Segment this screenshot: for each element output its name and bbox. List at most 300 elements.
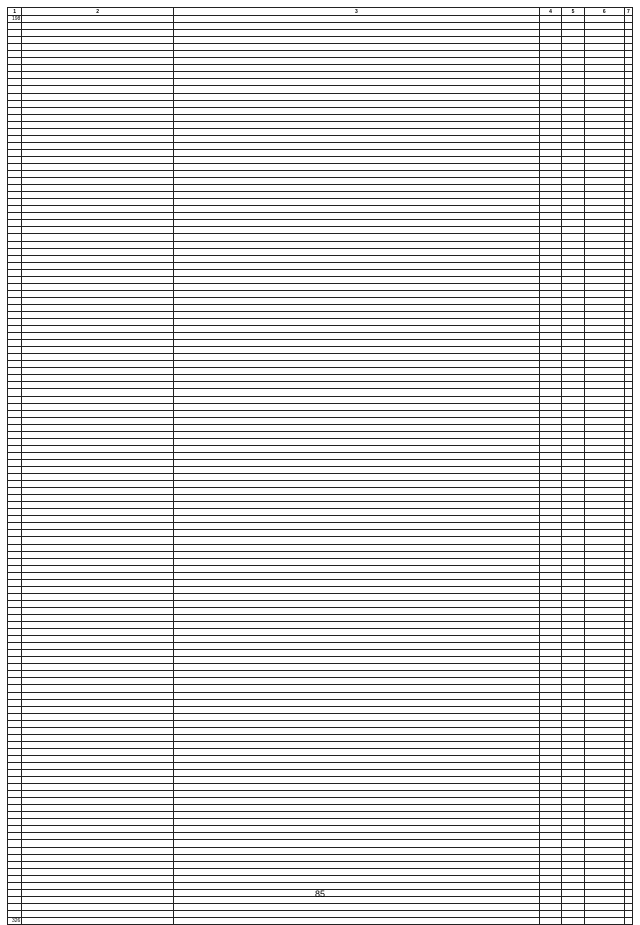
table-cell [584, 903, 624, 910]
table-cell [22, 868, 174, 875]
table-cell [8, 171, 22, 178]
table-row [8, 114, 633, 121]
table-cell [8, 516, 22, 523]
table-cell [539, 149, 562, 156]
table-cell [8, 128, 22, 135]
table-row [8, 65, 633, 72]
table-cell [8, 333, 22, 340]
table-row [8, 692, 633, 699]
table-cell [562, 16, 585, 23]
table-cell [624, 565, 632, 572]
table-cell [624, 826, 632, 833]
table-cell [539, 417, 562, 424]
table-cell [584, 107, 624, 114]
table-cell [8, 467, 22, 474]
table-cell [8, 199, 22, 206]
table-cell [22, 30, 174, 37]
table-cell [8, 30, 22, 37]
table-cell [8, 530, 22, 537]
table-cell [584, 128, 624, 135]
table-cell [624, 220, 632, 227]
table-row [8, 431, 633, 438]
table-cell [173, 311, 539, 318]
table-cell [562, 826, 585, 833]
table-cell [584, 558, 624, 565]
table-cell [624, 424, 632, 431]
table-cell [8, 622, 22, 629]
table-cell [173, 389, 539, 396]
table-cell [539, 290, 562, 297]
table-row [8, 121, 633, 128]
table-row [8, 417, 633, 424]
table-cell [22, 234, 174, 241]
table-cell [584, 516, 624, 523]
table-cell [173, 86, 539, 93]
table-cell [624, 16, 632, 23]
table-row [8, 156, 633, 163]
table-cell [584, 854, 624, 861]
table-cell [8, 509, 22, 516]
table-cell [22, 777, 174, 784]
table-cell [173, 826, 539, 833]
table-cell [22, 523, 174, 530]
table-cell [562, 474, 585, 481]
table-cell [624, 319, 632, 326]
table-cell [539, 234, 562, 241]
table-cell [22, 375, 174, 382]
table-row [8, 579, 633, 586]
table-cell [584, 699, 624, 706]
table-cell [8, 241, 22, 248]
table-cell [562, 389, 585, 396]
table-cell [173, 319, 539, 326]
table-row [8, 678, 633, 685]
table-cell [539, 777, 562, 784]
table-cell [8, 290, 22, 297]
table-cell [22, 438, 174, 445]
table-cell [624, 622, 632, 629]
table-cell [624, 734, 632, 741]
table-cell [173, 149, 539, 156]
table-cell [584, 502, 624, 509]
table-cell [562, 185, 585, 192]
table-cell [8, 784, 22, 791]
table-cell [8, 135, 22, 142]
table-cell [562, 727, 585, 734]
table-cell [539, 727, 562, 734]
table-cell [173, 290, 539, 297]
table-cell [584, 713, 624, 720]
table-cell [539, 530, 562, 537]
table-cell [173, 706, 539, 713]
table-cell [624, 149, 632, 156]
table-cell [539, 692, 562, 699]
table-cell [539, 100, 562, 107]
table-cell [22, 833, 174, 840]
table-cell [173, 847, 539, 854]
table-cell [8, 614, 22, 621]
table-cell [624, 650, 632, 657]
table-row [8, 650, 633, 657]
table-row [8, 544, 633, 551]
table-cell [584, 586, 624, 593]
table-cell [8, 23, 22, 30]
table-cell [624, 234, 632, 241]
table-cell [584, 311, 624, 318]
table-cell [173, 530, 539, 537]
table-row [8, 910, 633, 917]
table-cell [22, 840, 174, 847]
table-cell [8, 297, 22, 304]
table-cell [562, 643, 585, 650]
table-cell [8, 798, 22, 805]
table-cell [173, 283, 539, 290]
table-cell [173, 192, 539, 199]
table-cell [22, 579, 174, 586]
table-cell [584, 16, 624, 23]
table-cell [624, 875, 632, 882]
table-cell [624, 467, 632, 474]
table-cell [624, 431, 632, 438]
table-cell [22, 481, 174, 488]
table-row [8, 199, 633, 206]
table-cell [624, 192, 632, 199]
table-cell [562, 614, 585, 621]
table-cell [173, 614, 539, 621]
table-cell [539, 826, 562, 833]
table-cell [584, 340, 624, 347]
table-cell [173, 636, 539, 643]
table-cell [539, 741, 562, 748]
table-cell [624, 586, 632, 593]
table-cell [584, 918, 624, 925]
table-row [8, 142, 633, 149]
table-cell [539, 326, 562, 333]
table-cell [539, 572, 562, 579]
table-cell [539, 586, 562, 593]
table-cell [8, 600, 22, 607]
table-cell [8, 86, 22, 93]
table-cell [584, 375, 624, 382]
table-cell [584, 44, 624, 51]
table-cell [584, 692, 624, 699]
table-cell [562, 368, 585, 375]
table-cell [584, 474, 624, 481]
table-cell [22, 192, 174, 199]
table-cell [624, 727, 632, 734]
table-cell [22, 304, 174, 311]
table-cell [173, 748, 539, 755]
table-cell [8, 262, 22, 269]
table-cell [562, 410, 585, 417]
table-cell [562, 178, 585, 185]
table-cell [562, 650, 585, 657]
table-row [8, 410, 633, 417]
table-cell [584, 777, 624, 784]
table-cell [22, 847, 174, 854]
table-cell [584, 192, 624, 199]
table-cell [8, 474, 22, 481]
table-cell [539, 875, 562, 882]
table-cell [539, 551, 562, 558]
table-row [8, 269, 633, 276]
table-cell [584, 495, 624, 502]
table-cell [584, 481, 624, 488]
table-row [8, 488, 633, 495]
table-cell [562, 692, 585, 699]
table-cell [8, 354, 22, 361]
table-cell [22, 213, 174, 220]
table-cell [539, 854, 562, 861]
table-cell [584, 142, 624, 149]
table-cell [562, 86, 585, 93]
table-cell [624, 438, 632, 445]
table-cell [562, 495, 585, 502]
table-row [8, 340, 633, 347]
table-cell [22, 812, 174, 819]
table-cell [8, 178, 22, 185]
table-cell [173, 163, 539, 170]
table-cell [624, 142, 632, 149]
table-cell [539, 459, 562, 466]
table-cell [584, 685, 624, 692]
table-cell [562, 227, 585, 234]
table-cell [562, 657, 585, 664]
table-cell [562, 593, 585, 600]
table-cell [562, 276, 585, 283]
table-cell [8, 755, 22, 762]
table-cell [562, 629, 585, 636]
table-cell [624, 368, 632, 375]
table-cell [624, 699, 632, 706]
table-cell [562, 199, 585, 206]
table-cell [173, 178, 539, 185]
table-cell [22, 311, 174, 318]
table-cell [8, 227, 22, 234]
table-cell [562, 798, 585, 805]
table-row [8, 185, 633, 192]
table-cell [173, 23, 539, 30]
table-cell [562, 234, 585, 241]
table-cell [624, 283, 632, 290]
table-cell [584, 389, 624, 396]
table-cell [584, 840, 624, 847]
table-cell [173, 812, 539, 819]
table-cell [539, 135, 562, 142]
table-cell [562, 311, 585, 318]
table-cell [8, 163, 22, 170]
table-cell [562, 755, 585, 762]
table-row [8, 382, 633, 389]
table-cell [584, 868, 624, 875]
table-cell [562, 861, 585, 868]
table-cell [8, 593, 22, 600]
table-cell [173, 819, 539, 826]
table-cell [22, 86, 174, 93]
table-cell [562, 762, 585, 769]
table-cell [584, 910, 624, 917]
table-cell [584, 565, 624, 572]
table-cell [8, 565, 22, 572]
table-cell [539, 798, 562, 805]
table-cell [539, 438, 562, 445]
table-row [8, 192, 633, 199]
table-cell [624, 156, 632, 163]
table-cell [22, 410, 174, 417]
table-cell [539, 283, 562, 290]
table-cell [539, 262, 562, 269]
table-cell [22, 206, 174, 213]
table-cell [22, 368, 174, 375]
table-row [8, 784, 633, 791]
table-cell [8, 572, 22, 579]
table-cell [173, 304, 539, 311]
table-cell [8, 121, 22, 128]
table-cell [173, 368, 539, 375]
table-cell [562, 530, 585, 537]
table-row [8, 361, 633, 368]
table-cell [8, 502, 22, 509]
table-cell [584, 784, 624, 791]
table-row [8, 699, 633, 706]
table-cell [8, 777, 22, 784]
table-cell [22, 495, 174, 502]
table-row [8, 572, 633, 579]
table-cell [624, 748, 632, 755]
table-cell [173, 340, 539, 347]
table-cell [539, 537, 562, 544]
table-cell [584, 509, 624, 516]
table-cell [584, 579, 624, 586]
table-cell [8, 375, 22, 382]
table-cell [624, 678, 632, 685]
header-cell: 1 [8, 8, 22, 16]
table-cell [539, 579, 562, 586]
table-cell [8, 748, 22, 755]
table-cell [173, 755, 539, 762]
table-row [8, 629, 633, 636]
table-cell [173, 234, 539, 241]
table-cell: 326 [8, 918, 22, 925]
table-cell [584, 671, 624, 678]
table-cell [8, 368, 22, 375]
table-cell [624, 805, 632, 812]
table-cell [624, 375, 632, 382]
table-cell [624, 502, 632, 509]
table-cell [8, 699, 22, 706]
table-cell [173, 918, 539, 925]
table-cell [22, 854, 174, 861]
table-cell [539, 762, 562, 769]
table-cell [624, 241, 632, 248]
table-cell [173, 262, 539, 269]
table-cell [624, 326, 632, 333]
table-cell [539, 156, 562, 163]
table-cell [562, 403, 585, 410]
table-cell [173, 770, 539, 777]
table-cell [584, 805, 624, 812]
table-cell [539, 220, 562, 227]
table-cell [173, 600, 539, 607]
table-cell [8, 100, 22, 107]
table-cell [539, 37, 562, 44]
table-cell [8, 791, 22, 798]
table-cell [584, 93, 624, 100]
table-cell [539, 805, 562, 812]
table-cell [22, 297, 174, 304]
table-cell [624, 396, 632, 403]
table-cell [624, 121, 632, 128]
table-body [8, 16, 633, 925]
table-row [8, 319, 633, 326]
table-row [8, 840, 633, 847]
table-cell [22, 671, 174, 678]
table-cell [624, 255, 632, 262]
table-cell [539, 650, 562, 657]
table-cell [624, 720, 632, 727]
table-cell [8, 326, 22, 333]
table-cell [624, 833, 632, 840]
table-row [8, 368, 633, 375]
table-cell [624, 643, 632, 650]
table-cell [173, 467, 539, 474]
table-cell [584, 156, 624, 163]
table-cell [539, 178, 562, 185]
table-row [8, 622, 633, 629]
table-row [8, 396, 633, 403]
table-cell [22, 276, 174, 283]
table-cell [562, 770, 585, 777]
table-cell [8, 488, 22, 495]
table-cell [22, 185, 174, 192]
table-cell [584, 220, 624, 227]
table-cell [8, 255, 22, 262]
table-cell [173, 741, 539, 748]
table-cell [562, 213, 585, 220]
table-cell [624, 452, 632, 459]
table-cell [562, 333, 585, 340]
table-cell [539, 467, 562, 474]
table-row [8, 128, 633, 135]
table-cell [22, 445, 174, 452]
table-cell [8, 417, 22, 424]
table-cell [22, 58, 174, 65]
table-cell [173, 481, 539, 488]
table-cell [584, 537, 624, 544]
table-cell [584, 847, 624, 854]
table-cell [539, 255, 562, 262]
table-cell [8, 579, 22, 586]
table-cell [539, 488, 562, 495]
table-cell [539, 382, 562, 389]
table-cell [562, 354, 585, 361]
table-cell [562, 910, 585, 917]
table-cell [624, 784, 632, 791]
table-cell [22, 220, 174, 227]
table-cell [8, 248, 22, 255]
table-cell [22, 178, 174, 185]
table-cell [8, 678, 22, 685]
table-cell [22, 903, 174, 910]
table-cell [539, 114, 562, 121]
table-cell [173, 206, 539, 213]
header-cell: 2 [22, 8, 174, 16]
table-cell [584, 276, 624, 283]
table-cell [584, 255, 624, 262]
table-cell [22, 805, 174, 812]
table-cell [539, 199, 562, 206]
table-cell [173, 791, 539, 798]
